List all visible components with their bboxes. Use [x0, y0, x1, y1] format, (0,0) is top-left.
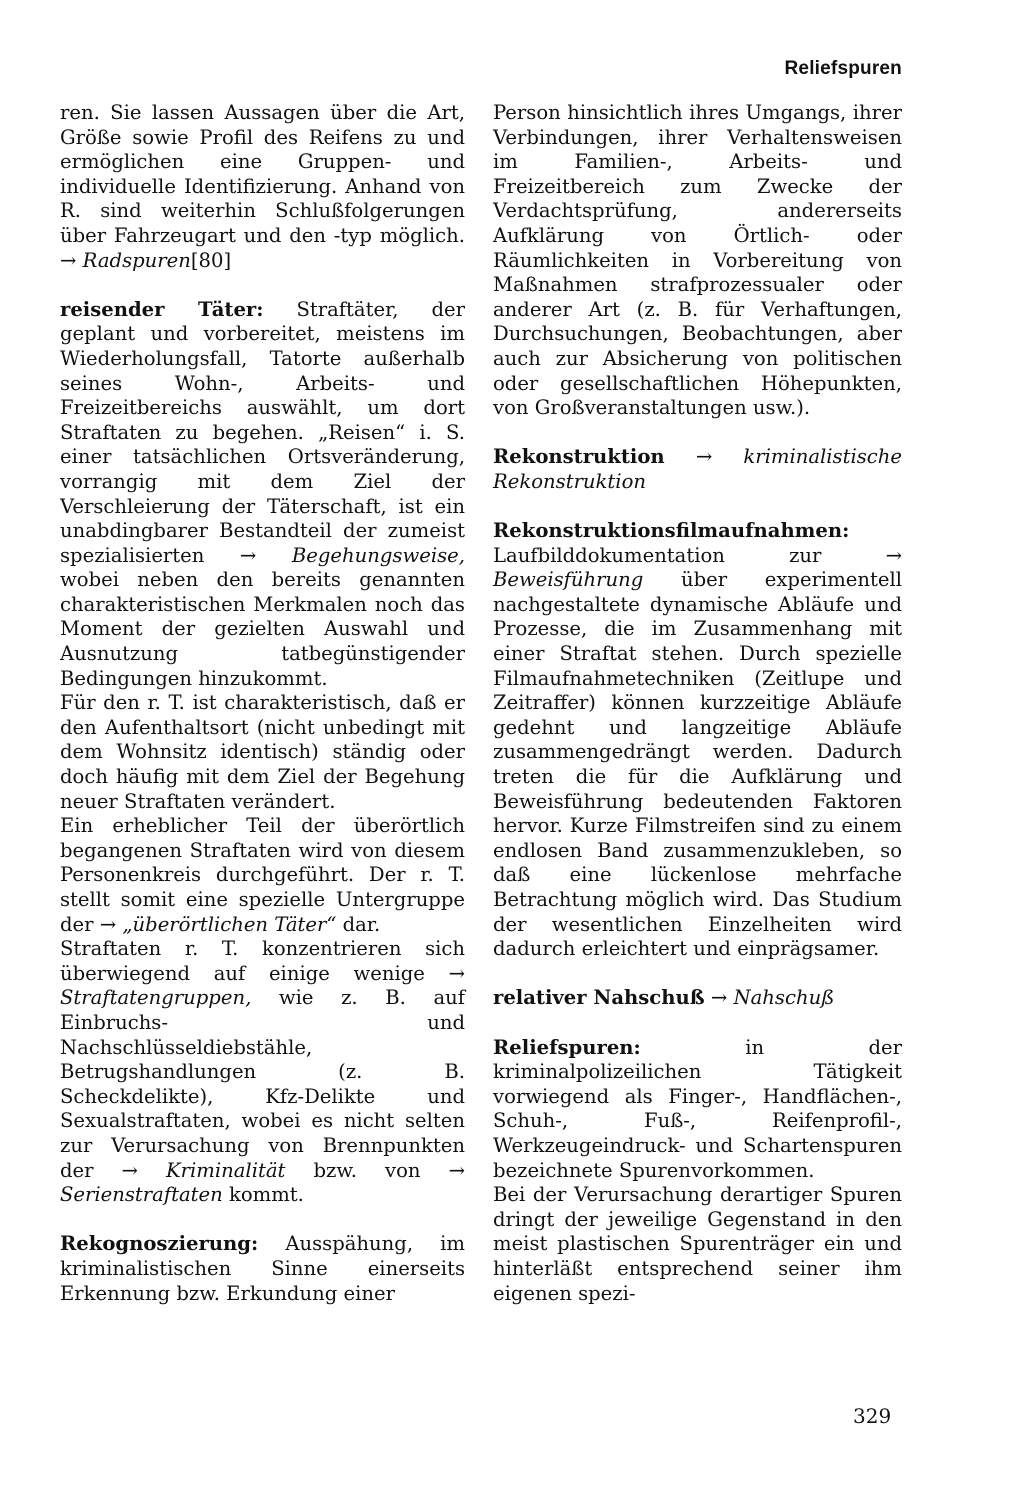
cross-reference: Begehungsweise,: [291, 543, 465, 567]
entry-term: reisender Täter:: [60, 297, 264, 321]
left-column: [60, 101, 465, 1306]
entry-term: Rekonstruktionsfilmaufnahmen:: [493, 519, 850, 543]
cross-reference: Beweisführung: [493, 568, 644, 592]
entry-rekognoszierung: Rekognoszierung: Ausspähung, im kriminalistischen Sinne einerseits Erkennung bzw. Erkundung einer: [60, 1232, 465, 1305]
cross-reference: Serienstraftaten: [60, 1183, 223, 1207]
entry-term: Rekonstruktion: [493, 445, 665, 469]
entry-rekonstruktionsfilmaufnahmen: Rekonstruktionsfilmaufnahmen: Laufbilddokumentation zur → Beweisführung über experimentell nachgestaltete dynamische Abläufe und Prozesse, die im Zusammenhang mit einer Straftat stehen. Durch spezielle Filmaufnahmetechniken (Zeitlupe und Zeitraffer) können kurzzeitige Abläufe gedehnt und langzeitige Abläufe zusammengedrängt werden. Dadurch treten die für die Aufklärung und Beweisführung bedeutenden Faktoren hervor. Kurze Filmstreifen sind zu einem endlosen Band zusammenzukleben, so daß eine lückenlose mehrfache Betrachtung möglich wird. Das Studium der wesentlichen Einzelheiten wird dadurch erleichtert und einprägsamer.: [493, 519, 902, 961]
right-column: [493, 101, 902, 1306]
cross-reference: Nahschuß: [733, 986, 835, 1010]
cross-reference: Radspuren: [82, 248, 191, 272]
entry-rekonstruktion: Rekonstruktion → kriminalistische Rekonstruktion: [493, 445, 902, 493]
cross-reference: kriminalistische Rekonstruktion: [493, 445, 902, 493]
cross-reference: „überörtlichen Täter“: [122, 912, 337, 936]
cross-reference: Kriminalität: [166, 1158, 286, 1182]
entry-relativer-nahschuss: relativer Nahschuß → Nahschuß: [493, 986, 835, 1010]
entry-radspuren-continuation: ren. Sie lassen Aussagen über die Art, Größe sowie Profil des Reifens zu und ermöglichen eine Gruppen- und individuelle Identifizierung. Anhand von R. sind weiterhin Schlußfolgerungen über Fahrzeugart und den -typ möglich. → Radspuren[80]: [60, 101, 465, 272]
entry-paragraph: Straftaten r. T. konzentrieren sich überwiegend auf einige wenige → Straftatengruppen, wie z. B. auf Einbruchs- und Nachschlüsseldiebstähle, Betrugshandlungen (z. B. Scheckdelikte), Kfz-Delikte und Sexualstraftaten, wobei es nicht selten zur Verursachung von Brennpunkten der → Kriminalität bzw. von → Serienstraftaten kommt.: [60, 937, 465, 1207]
entry-term: Rekognoszierung:: [60, 1232, 259, 1256]
entry-term: relativer Nahschuß: [493, 986, 705, 1010]
cross-reference: Straftatengruppen,: [60, 986, 252, 1010]
entry-rekognoszierung-continuation: Person hinsichtlich ihres Umgangs, ihrer Verbindungen, ihrer Verhaltensweisen im Familien-, Arbeits- und Freizeitbereich zum Zwecke der Verdachtsprüfung, andererseits Aufklärung von Örtlich- oder Räumlichkeiten in Vorbereitung von Maßnahmen strafprozessualer oder anderer Art (z. B. für Verhaftungen, Durchsuchungen, Beobachtungen, aber auch zur Absicherung von politischen oder gesellschaftlichen Höhepunkten, von Großveranstaltungen usw.).: [493, 101, 902, 420]
running-head: Reliefspuren: [784, 58, 902, 79]
entry-paragraph: Ein erheblicher Teil der überörtlich begangenen Straftaten wird von diesem Personenkreis durchgeführt. Der r. T. stellt somit eine spezielle Untergruppe der → „überörtlichen Täter“ dar.: [60, 814, 465, 936]
entry-reisender-taeter: reisender Täter: Straftäter, der geplant und vorbereitet, meistens im Wiederholungsfall, Tatorte außerhalb seines Wohn-, Arbeits- und Freizeitbereichs auswählt, um dort Straftaten zu begehen. „Reisen“ i. S. einer tatsächlichen Ortsveränderung, vorrangig mit dem Ziel der Verschleierung der Täterschaft, ist ein unabdingbarer Bestandteil der zumeist spezialisierten → Begehungsweise, wobei neben den bereits genannten charakteristischen Merkmalen noch das Moment der gezielten Auswahl und Ausnutzung tatbegünstigender Bedingungen hinzukommt.: [60, 297, 465, 690]
page-number: 329: [853, 1404, 892, 1428]
entry-paragraph: Für den r. T. ist charakteristisch, daß er den Aufenthaltsort (nicht unbedingt mit dem Wohnsitz identisch) ständig oder doch häufig mit dem Ziel der Begehung neuer Straftaten verändert.: [60, 691, 465, 813]
entry-paragraph: Bei der Verursachung derartiger Spuren dringt der jeweilige Gegenstand in den meist plastischen Spurenträger ein und hinterläßt entsprechend seiner ihm eigenen spezi-: [493, 1183, 902, 1305]
entry-reliefspuren: Reliefspuren: in der kriminalpolizeilichen Tätigkeit vorwiegend als Finger-, Handflächen-, Schuh-, Fuß-, Reifenprofil-, Werkzeugeindruck- und Schartenspuren bezeichnete Spurenvorkommen.: [493, 1035, 902, 1182]
entry-term: Reliefspuren:: [493, 1035, 641, 1059]
